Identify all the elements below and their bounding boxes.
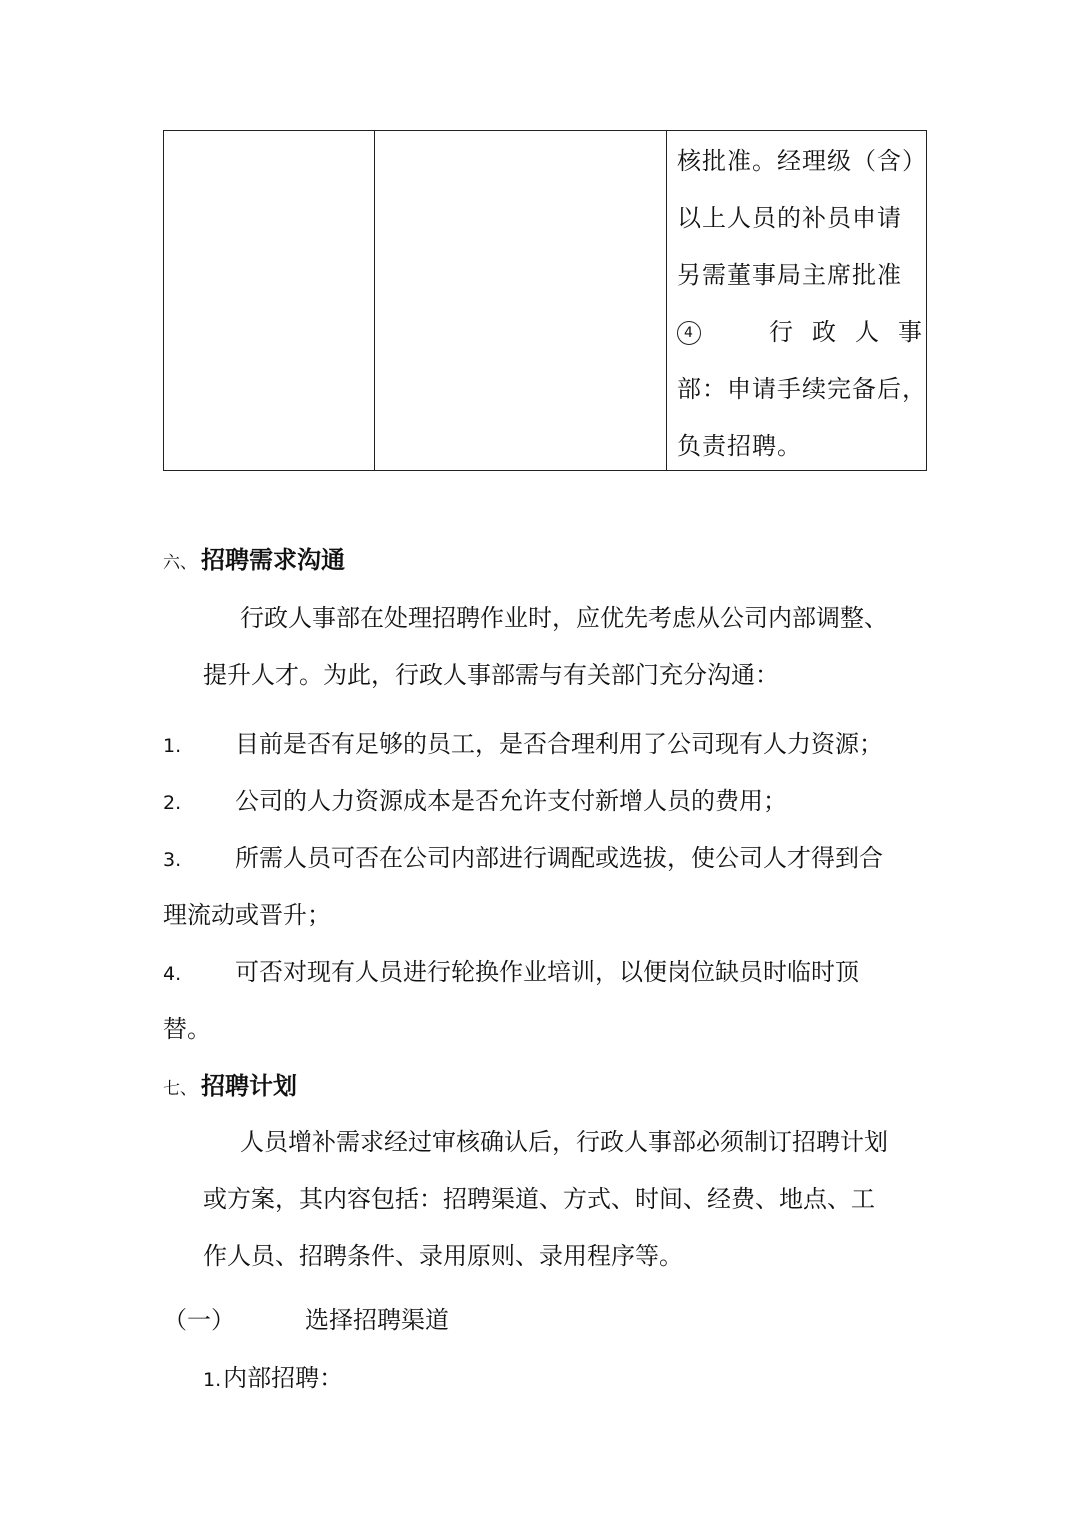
list-item-3-text: 所需人员可否在公司内部进行调配或选拔，使公司人才得到合: [235, 844, 883, 872]
cell-line-4-text: 行政人事: [769, 318, 941, 346]
subsection-1-item-1-text: 内部招聘：: [223, 1364, 344, 1392]
list-item-4-continued: 替。: [163, 1015, 211, 1043]
section-6-para-line-2: 提升人才。为此，行政人事部需与有关部门充分沟通：: [203, 661, 779, 689]
circled-number: 4: [677, 321, 701, 345]
list-item-3: [163, 838, 883, 873]
section-6-heading: [163, 540, 345, 575]
section-7-title: 招聘计划: [201, 1072, 297, 1100]
section-7-heading: [163, 1066, 297, 1101]
subsection-1-item-1: [203, 1358, 343, 1393]
cell-line-3: 另需董事局主席批准: [677, 261, 902, 289]
cell-line-1: 核批准。经理级（含）: [677, 147, 927, 175]
list-item-1: [163, 724, 883, 759]
cell-line-2: 以上人员的补员申请: [677, 204, 902, 232]
list-item-3-number: 3.: [163, 849, 182, 871]
cell-line-4: [677, 304, 941, 361]
subsection-1-label: （一）: [163, 1306, 235, 1334]
section-7-prefix: 七、: [163, 1079, 197, 1099]
section-7-para-line-2: 或方案，其内容包括：招聘渠道、方式、时间、经费、地点、工: [203, 1185, 875, 1213]
subsection-1-item-1-number: 1.: [203, 1369, 222, 1391]
list-item-2: [163, 781, 787, 816]
list-item-1-text: 目前是否有足够的员工，是否合理利用了公司现有人力资源；: [235, 730, 883, 758]
table-divider-2: [666, 131, 667, 470]
section-6-para-line-1: 行政人事部在处理招聘作业时，应优先考虑从公司内部调整、: [240, 604, 888, 632]
cell-line-6: 负责招聘。: [677, 432, 802, 460]
section-6-title: 招聘需求沟通: [201, 546, 345, 574]
list-item-3-continued: 理流动或晋升；: [163, 901, 331, 929]
list-item-4: [163, 952, 859, 987]
list-item-1-number: 1.: [163, 735, 182, 757]
subsection-1-title: 选择招聘渠道: [305, 1306, 449, 1334]
cell-line-5: 部：申请手续完备后，: [677, 375, 927, 403]
list-item-2-number: 2.: [163, 792, 182, 814]
section-6-prefix: 六、: [163, 553, 197, 573]
list-item-4-text: 可否对现有人员进行轮换作业培训，以便岗位缺员时临时顶: [235, 958, 859, 986]
list-item-4-number: 4.: [163, 963, 182, 985]
table-cell-approval-text: [677, 133, 941, 475]
table-divider-1: [374, 131, 375, 470]
section-7-para-line-1: 人员增补需求经过审核确认后，行政人事部必须制订招聘计划: [240, 1128, 888, 1156]
list-item-2-text: 公司的人力资源成本是否允许支付新增人员的费用；: [235, 787, 787, 815]
section-7-para-line-3: 作人员、招聘条件、录用原则、录用程序等。: [203, 1242, 683, 1270]
